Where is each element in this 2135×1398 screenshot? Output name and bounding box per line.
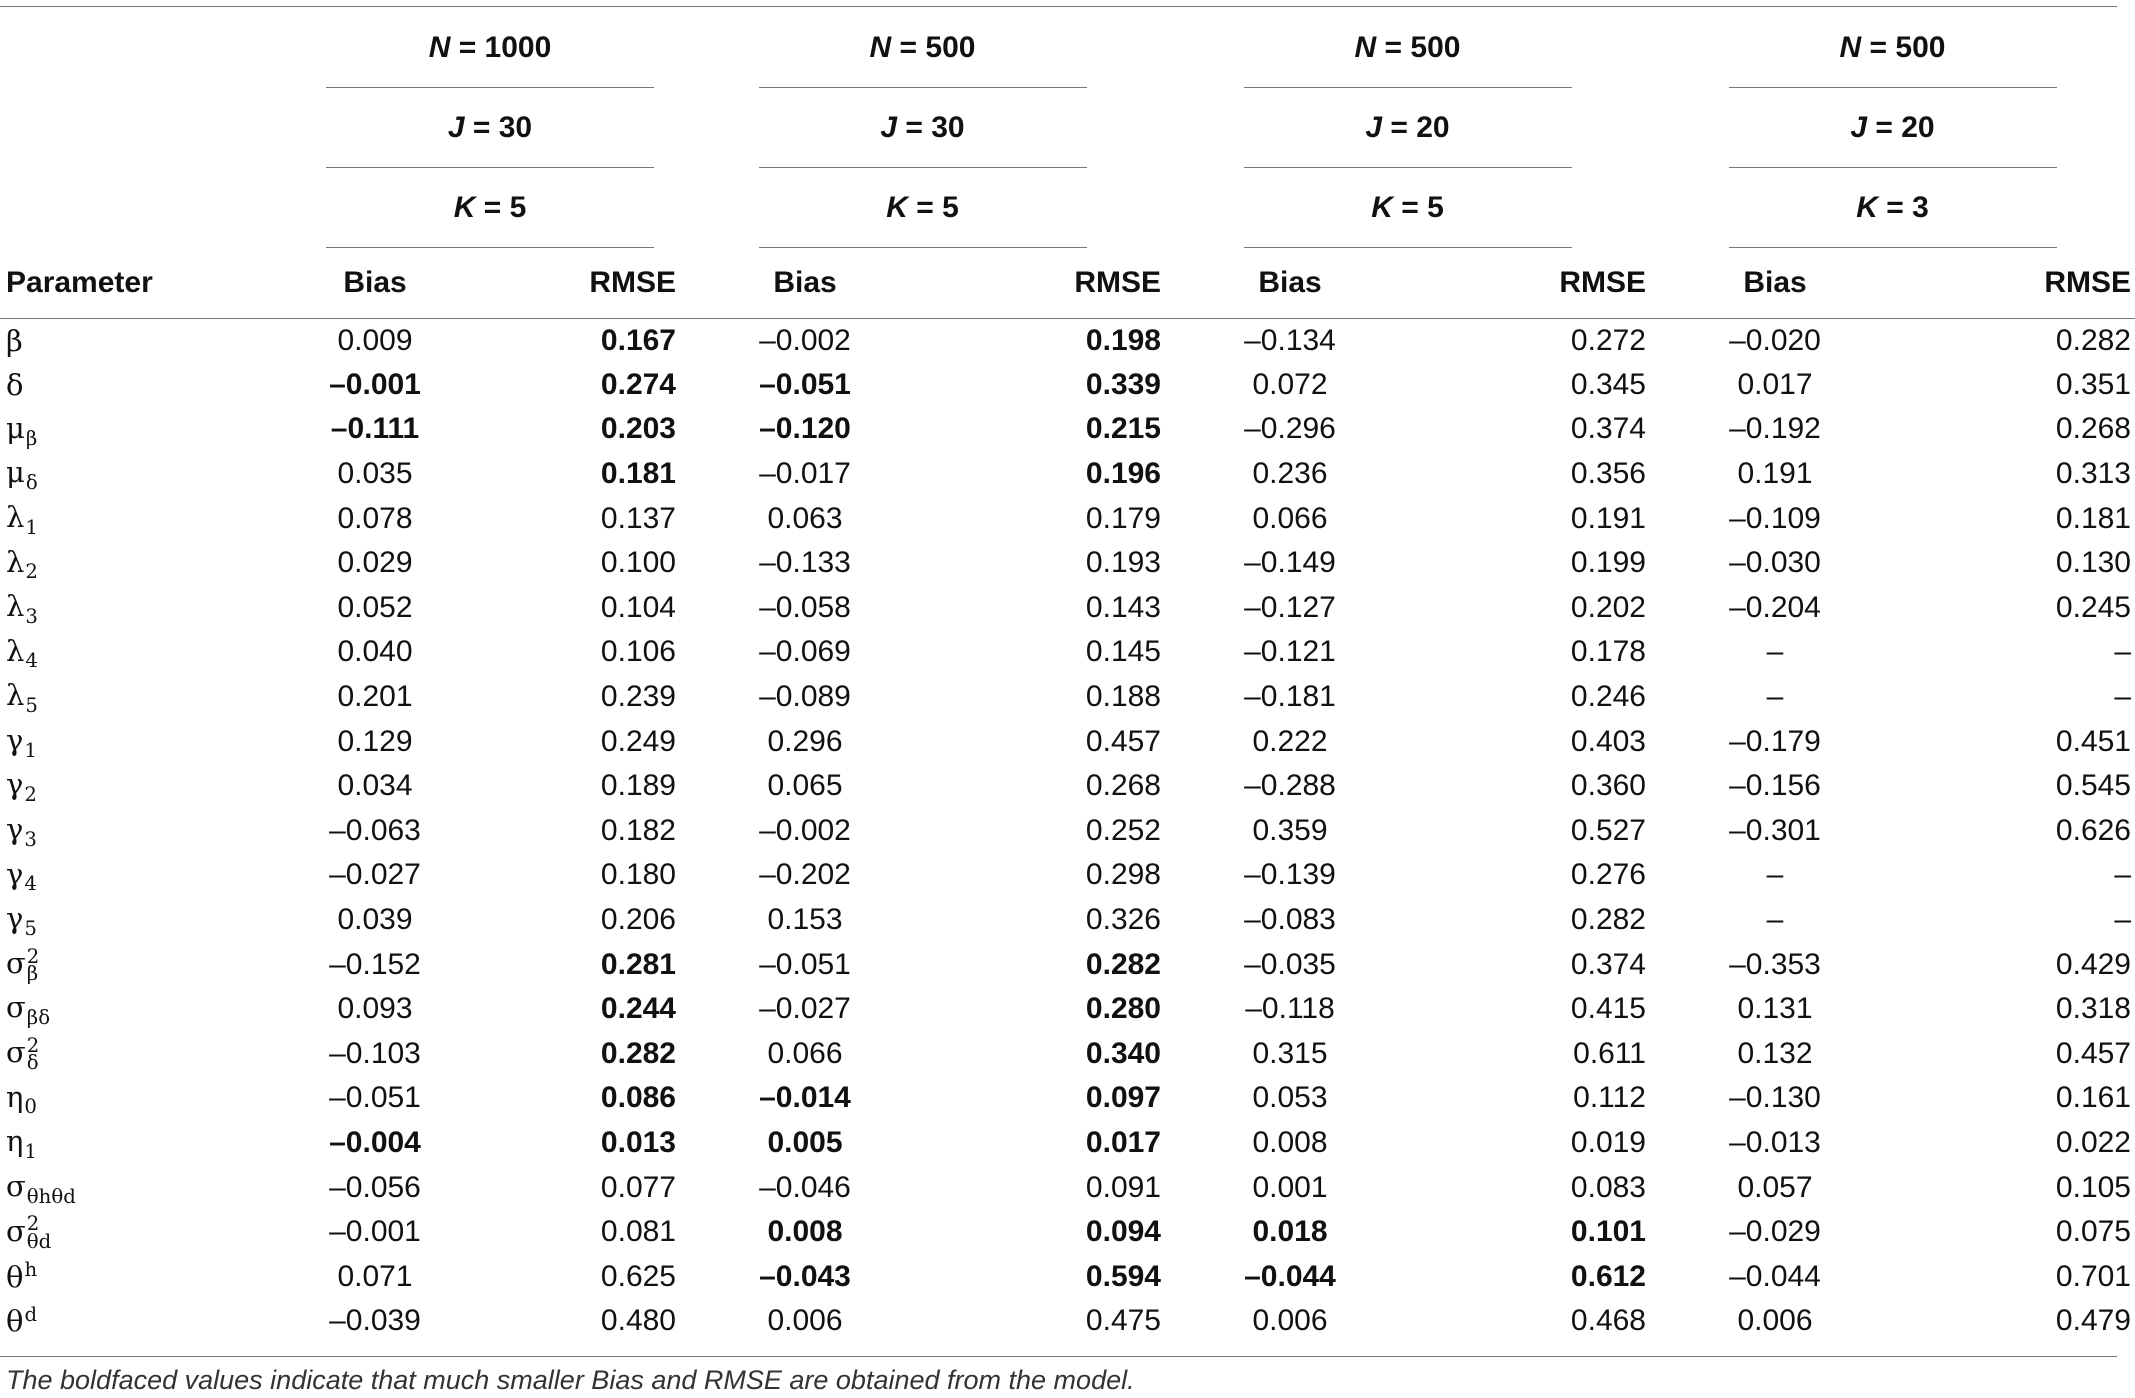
rmse-value: 0.179 (1085, 501, 1161, 535)
rmse-value: 0.112 (1573, 1081, 1646, 1115)
rmse-value: 0.081 (600, 1215, 676, 1249)
table-row (0, 987, 2135, 1032)
bias-value: –0.127 (1244, 590, 1336, 624)
rmse-value: 0.075 (2055, 1215, 2131, 1249)
bias-header: Bias (773, 265, 837, 299)
rmse-value: 0.199 (1570, 546, 1646, 580)
rmse-value: 0.701 (2055, 1259, 2131, 1293)
bias-value: –0.120 (759, 412, 851, 446)
rmse-value: 0.137 (600, 501, 676, 535)
group-1-j-label: J = 30 (680, 88, 1165, 168)
rmse-value: 0.339 (1085, 367, 1161, 401)
table-top-rule (0, 6, 2117, 7)
group-3-k-label: K = 3 (1650, 168, 2135, 248)
rmse-value: 0.276 (1570, 858, 1646, 892)
rmse-value: 0.202 (1570, 590, 1646, 624)
bias-value: –0.014 (759, 1081, 851, 1115)
bias-value: –0.204 (1729, 590, 1821, 624)
rmse-value: 0.181 (2055, 501, 2131, 535)
table-row (0, 853, 2135, 898)
bias-value: –0.051 (329, 1081, 421, 1115)
rmse-value: 0.167 (600, 323, 676, 357)
rmse-value: 0.017 (1085, 1125, 1161, 1159)
bias-value: –0.051 (759, 367, 851, 401)
rmse-value: 0.182 (600, 813, 676, 847)
rmse-value: 0.282 (1085, 947, 1161, 981)
rmse-value: 0.105 (2055, 1170, 2131, 1204)
bias-value: 0.066 (1252, 501, 1328, 535)
rmse-value: 0.479 (2055, 1304, 2131, 1338)
bias-value: 0.040 (337, 635, 413, 669)
rmse-value: 0.246 (1570, 680, 1646, 714)
rmse-value: 0.077 (600, 1170, 676, 1204)
bias-value: 0.009 (337, 323, 413, 357)
bias-value: –0.035 (1244, 947, 1336, 981)
bias-header: Bias (1743, 265, 1807, 299)
rmse-header: RMSE (1074, 265, 1161, 299)
parameter-cell: β (6, 323, 23, 358)
bias-value: 0.132 (1737, 1036, 1813, 1070)
rmse-value: 0.143 (1085, 590, 1161, 624)
parameter-cell: σ βδ (6, 990, 51, 1030)
table-row (0, 898, 2135, 943)
parameter-cell: μ δ (6, 455, 38, 495)
bias-value: –0.029 (1729, 1215, 1821, 1249)
bias-value: –0.004 (329, 1125, 421, 1159)
rmse-value: 0.282 (2055, 323, 2131, 357)
bias-value: –0.179 (1729, 724, 1821, 758)
bias-value: –0.353 (1729, 947, 1821, 981)
bias-value: 0.359 (1252, 813, 1328, 847)
rmse-value: 0.268 (1085, 769, 1161, 803)
bias-value: –0.046 (759, 1170, 851, 1204)
bias-value: –0.039 (329, 1304, 421, 1338)
bias-value: –0.027 (329, 858, 421, 892)
bias-value: 0.057 (1737, 1170, 1813, 1204)
group-3-n-label: N = 500 (1650, 8, 2135, 88)
table-row (0, 541, 2135, 586)
rmse-value: 0.451 (2055, 724, 2131, 758)
rmse-value: 0.340 (1085, 1036, 1161, 1070)
bias-value: 0.008 (767, 1215, 843, 1249)
bias-value: 0.053 (1252, 1081, 1328, 1115)
parameter-cell: γ 5 (6, 901, 37, 941)
group-2-n-label: N = 500 (1165, 8, 1650, 88)
bias-value: 0.001 (1252, 1170, 1328, 1204)
rmse-value: 0.189 (600, 769, 676, 803)
bias-value: 0.153 (767, 903, 843, 937)
rmse-value: 0.215 (1085, 412, 1161, 446)
rmse-value: – (2114, 680, 2131, 714)
bias-value: –0.133 (759, 546, 851, 580)
bias-value: –0.192 (1729, 412, 1821, 446)
bias-value: –0.118 (1245, 992, 1335, 1026)
rmse-header: RMSE (1559, 265, 1646, 299)
rmse-value: 0.013 (600, 1125, 676, 1159)
bias-value: –0.002 (759, 813, 851, 847)
bias-value: –0.181 (1244, 680, 1336, 714)
rmse-value: 0.206 (600, 903, 676, 937)
parameter-cell: η 0 (6, 1079, 37, 1119)
group-2-j-label: J = 20 (1165, 88, 1650, 168)
rmse-value: 0.274 (600, 367, 676, 401)
rmse-value: – (2114, 635, 2131, 669)
parameter-cell: γ 4 (6, 856, 37, 896)
table-row (0, 675, 2135, 720)
table-row (0, 942, 2135, 987)
rmse-value: 0.374 (1570, 412, 1646, 446)
bias-value: – (1766, 680, 1784, 714)
bias-value: –0.156 (1729, 769, 1821, 803)
bias-value: 0.071 (337, 1259, 413, 1293)
rmse-value: 0.249 (600, 724, 676, 758)
parameter-cell: σ θhθd (6, 1168, 76, 1208)
rmse-value: 0.612 (1570, 1259, 1646, 1293)
rmse-value: 0.181 (600, 457, 676, 491)
bias-value: 0.035 (337, 457, 413, 491)
table-row (0, 363, 2135, 408)
group-1-n-label: N = 500 (680, 8, 1165, 88)
bias-value: –0.134 (1244, 323, 1336, 357)
table-row (0, 1165, 2135, 1210)
rmse-value: 0.351 (2055, 367, 2131, 401)
bias-value: –0.089 (759, 680, 851, 714)
bias-value: –0.149 (1244, 546, 1336, 580)
parameter-cell: σ 2 δ (6, 1033, 40, 1075)
group-0-j-label: J = 30 (300, 88, 680, 168)
rmse-value: 0.545 (2055, 769, 2131, 803)
parameter-header: Parameter (6, 265, 153, 299)
rmse-value: 0.244 (600, 992, 676, 1026)
rmse-value: 0.091 (1085, 1170, 1161, 1204)
table-footnote: The boldfaced values indicate that much smaller Bias and RMSE are obtained from the model. (6, 1365, 1135, 1395)
bias-header: Bias (1258, 265, 1322, 299)
bias-value: – (1766, 903, 1784, 937)
bias-value: 0.131 (1737, 992, 1813, 1026)
rmse-value: 0.191 (1570, 501, 1646, 535)
bias-value: 0.093 (337, 992, 413, 1026)
bias-value: –0.051 (759, 947, 851, 981)
rmse-value: 0.104 (600, 590, 676, 624)
rmse-value: 0.130 (2055, 546, 2131, 580)
bias-value: 0.191 (1737, 457, 1813, 491)
header-row-j (0, 88, 2135, 168)
bias-value: 0.017 (1737, 367, 1813, 401)
parameter-cell: γ 1 (6, 722, 37, 762)
rmse-value: 0.318 (2055, 992, 2131, 1026)
table-row (0, 452, 2135, 497)
parameter-cell: λ 4 (6, 633, 38, 673)
rmse-value: 0.356 (1570, 457, 1646, 491)
table-row (0, 1121, 2135, 1166)
bias-value: –0.152 (329, 947, 421, 981)
rmse-value: 0.527 (1570, 813, 1646, 847)
rmse-value: 0.180 (600, 858, 676, 892)
table-row (0, 719, 2135, 764)
group-1-k-label: K = 5 (680, 168, 1165, 248)
rmse-value: – (2114, 903, 2131, 937)
bias-value: –0.103 (329, 1036, 421, 1070)
bias-value: –0.063 (329, 813, 421, 847)
rmse-value: 0.097 (1085, 1081, 1161, 1115)
rmse-value: 0.282 (600, 1036, 676, 1070)
bias-value: –0.044 (1244, 1259, 1336, 1293)
rmse-value: 0.429 (2055, 947, 2131, 981)
bias-value: 0.034 (337, 769, 413, 803)
bias-value: 0.063 (767, 501, 843, 535)
bias-value: –0.027 (759, 992, 851, 1026)
rmse-value: 0.086 (600, 1081, 676, 1115)
bias-value: 0.018 (1252, 1215, 1328, 1249)
rmse-value: 0.022 (2055, 1125, 2131, 1159)
rmse-value: 0.239 (600, 680, 676, 714)
group-0-k-label: K = 5 (300, 168, 680, 248)
rmse-value: 0.374 (1570, 947, 1646, 981)
bias-value: – (1766, 635, 1784, 669)
rmse-value: 0.360 (1570, 769, 1646, 803)
rmse-value: 0.145 (1085, 635, 1161, 669)
bias-value: –0.139 (1244, 858, 1336, 892)
bias-value: –0.296 (1244, 412, 1336, 446)
parameter-cell: σ 2 θd (6, 1212, 52, 1253)
rmse-value: 0.193 (1085, 546, 1161, 580)
rmse-value: 0.468 (1570, 1304, 1646, 1338)
bias-value: –0.130 (1729, 1081, 1821, 1115)
rmse-value: 0.345 (1570, 367, 1646, 401)
group-3-j-label: J = 20 (1650, 88, 2135, 168)
table-row (0, 1032, 2135, 1077)
header-row-k (0, 168, 2135, 248)
bias-value: –0.202 (759, 858, 851, 892)
bias-value: 0.006 (767, 1304, 843, 1338)
bias-value: 0.029 (337, 546, 413, 580)
rmse-value: 0.019 (1570, 1125, 1646, 1159)
bias-value: –0.083 (1244, 903, 1336, 937)
bias-value: – (1766, 858, 1784, 892)
parameter-cell: γ 3 (6, 812, 37, 851)
table-row (0, 1210, 2135, 1255)
table-bottom-rule (0, 1356, 2117, 1357)
parameter-cell: θ d (6, 1302, 38, 1339)
rmse-value: 0.326 (1085, 903, 1161, 937)
bias-value: 0.039 (337, 903, 413, 937)
bias-value: 0.066 (767, 1036, 843, 1070)
parameter-cell: λ 3 (6, 589, 38, 628)
bias-value: –0.288 (1244, 769, 1336, 803)
bias-value: –0.069 (759, 635, 851, 669)
bias-value: 0.006 (1252, 1304, 1328, 1338)
rmse-value: 0.161 (2055, 1081, 2131, 1115)
bias-value: 0.065 (767, 769, 843, 803)
bias-value: –0.030 (1729, 546, 1821, 580)
bias-value: –0.058 (759, 590, 851, 624)
rmse-value: 0.626 (2055, 813, 2131, 847)
bias-value: –0.002 (759, 323, 851, 357)
table-row (0, 407, 2135, 452)
rmse-value: 0.457 (2055, 1036, 2131, 1070)
rmse-value: 0.298 (1085, 858, 1161, 892)
parameter-cell: μ β (6, 410, 38, 450)
bias-header: Bias (343, 265, 407, 299)
table-row (0, 318, 2135, 363)
rmse-value: 0.196 (1085, 457, 1161, 491)
rmse-value: 0.268 (2055, 412, 2131, 446)
rmse-value: 0.403 (1570, 724, 1646, 758)
table-row (0, 1076, 2135, 1121)
bias-value: 0.008 (1252, 1125, 1328, 1159)
parameter-cell: γ 2 (6, 767, 37, 807)
rmse-value: 0.101 (1570, 1215, 1646, 1249)
parameter-cell: δ (6, 367, 24, 402)
rmse-value: 0.100 (600, 546, 676, 580)
bias-value: –0.020 (1729, 323, 1821, 357)
rmse-value: 0.282 (1570, 903, 1646, 937)
header-row-n (0, 8, 2135, 88)
table-row (0, 586, 2135, 631)
rmse-value: – (2114, 858, 2131, 892)
simulation-results-table (0, 8, 2135, 1344)
rmse-value: 0.252 (1085, 813, 1161, 847)
rmse-header: RMSE (2044, 265, 2131, 299)
rmse-value: 0.245 (2055, 590, 2131, 624)
rmse-value: 0.203 (600, 412, 676, 446)
bias-value: –0.001 (329, 1215, 421, 1249)
parameter-cell: θ h (6, 1258, 38, 1294)
bias-value: 0.072 (1252, 367, 1328, 401)
bias-value: –0.121 (1244, 635, 1336, 669)
bias-value: 0.201 (337, 680, 413, 714)
parameter-cell: λ 5 (6, 678, 38, 718)
bias-value: 0.052 (337, 590, 413, 624)
bias-value: –0.001 (329, 367, 421, 401)
bias-value: 0.296 (767, 724, 843, 758)
table-row (0, 764, 2135, 809)
bias-value: 0.222 (1252, 724, 1328, 758)
bias-value: 0.005 (767, 1125, 843, 1159)
rmse-value: 0.480 (600, 1304, 676, 1338)
rmse-value: 0.272 (1570, 323, 1646, 357)
rmse-value: 0.594 (1085, 1259, 1161, 1293)
bias-value: –0.111 (330, 412, 420, 446)
rmse-value: 0.106 (600, 635, 676, 669)
bias-value: –0.301 (1729, 813, 1821, 847)
table-row (0, 809, 2135, 854)
bias-value: –0.017 (759, 457, 851, 491)
bias-value: 0.078 (337, 501, 413, 535)
rmse-value: 0.415 (1570, 992, 1646, 1026)
rmse-value: 0.083 (1570, 1170, 1646, 1204)
parameter-cell: η 1 (6, 1124, 37, 1164)
rmse-value: 0.625 (600, 1259, 676, 1293)
bias-value: –0.043 (759, 1259, 851, 1293)
bias-value: 0.236 (1252, 457, 1328, 491)
group-0-n-label: N = 1000 (300, 8, 680, 88)
parameter-cell: λ 1 (6, 499, 38, 539)
bias-value: –0.044 (1729, 1259, 1821, 1293)
column-header-row (0, 248, 2135, 318)
bias-value: 0.006 (1737, 1304, 1813, 1338)
rmse-value: 0.280 (1085, 992, 1161, 1026)
bias-value: –0.056 (329, 1170, 421, 1204)
table-row (0, 1254, 2135, 1299)
rmse-value: 0.178 (1570, 635, 1646, 669)
bias-value: –0.109 (1729, 501, 1821, 535)
bias-value: 0.129 (337, 724, 413, 758)
bias-value: 0.315 (1252, 1036, 1328, 1070)
group-2-k-label: K = 5 (1165, 168, 1650, 248)
rmse-header: RMSE (589, 265, 676, 299)
table-row (0, 630, 2135, 675)
bias-value: –0.013 (1729, 1125, 1821, 1159)
rmse-value: 0.611 (1573, 1036, 1646, 1070)
table-row (0, 1299, 2135, 1344)
rmse-value: 0.198 (1085, 323, 1161, 357)
table-row (0, 496, 2135, 541)
rmse-value: 0.188 (1085, 680, 1161, 714)
rmse-value: 0.094 (1085, 1215, 1161, 1249)
parameter-cell: λ 2 (6, 544, 38, 584)
rmse-value: 0.281 (600, 947, 676, 981)
rmse-value: 0.475 (1085, 1304, 1161, 1338)
rmse-value: 0.457 (1085, 724, 1161, 758)
parameter-cell: σ 2 β (6, 944, 40, 986)
rmse-value: 0.313 (2055, 457, 2131, 491)
